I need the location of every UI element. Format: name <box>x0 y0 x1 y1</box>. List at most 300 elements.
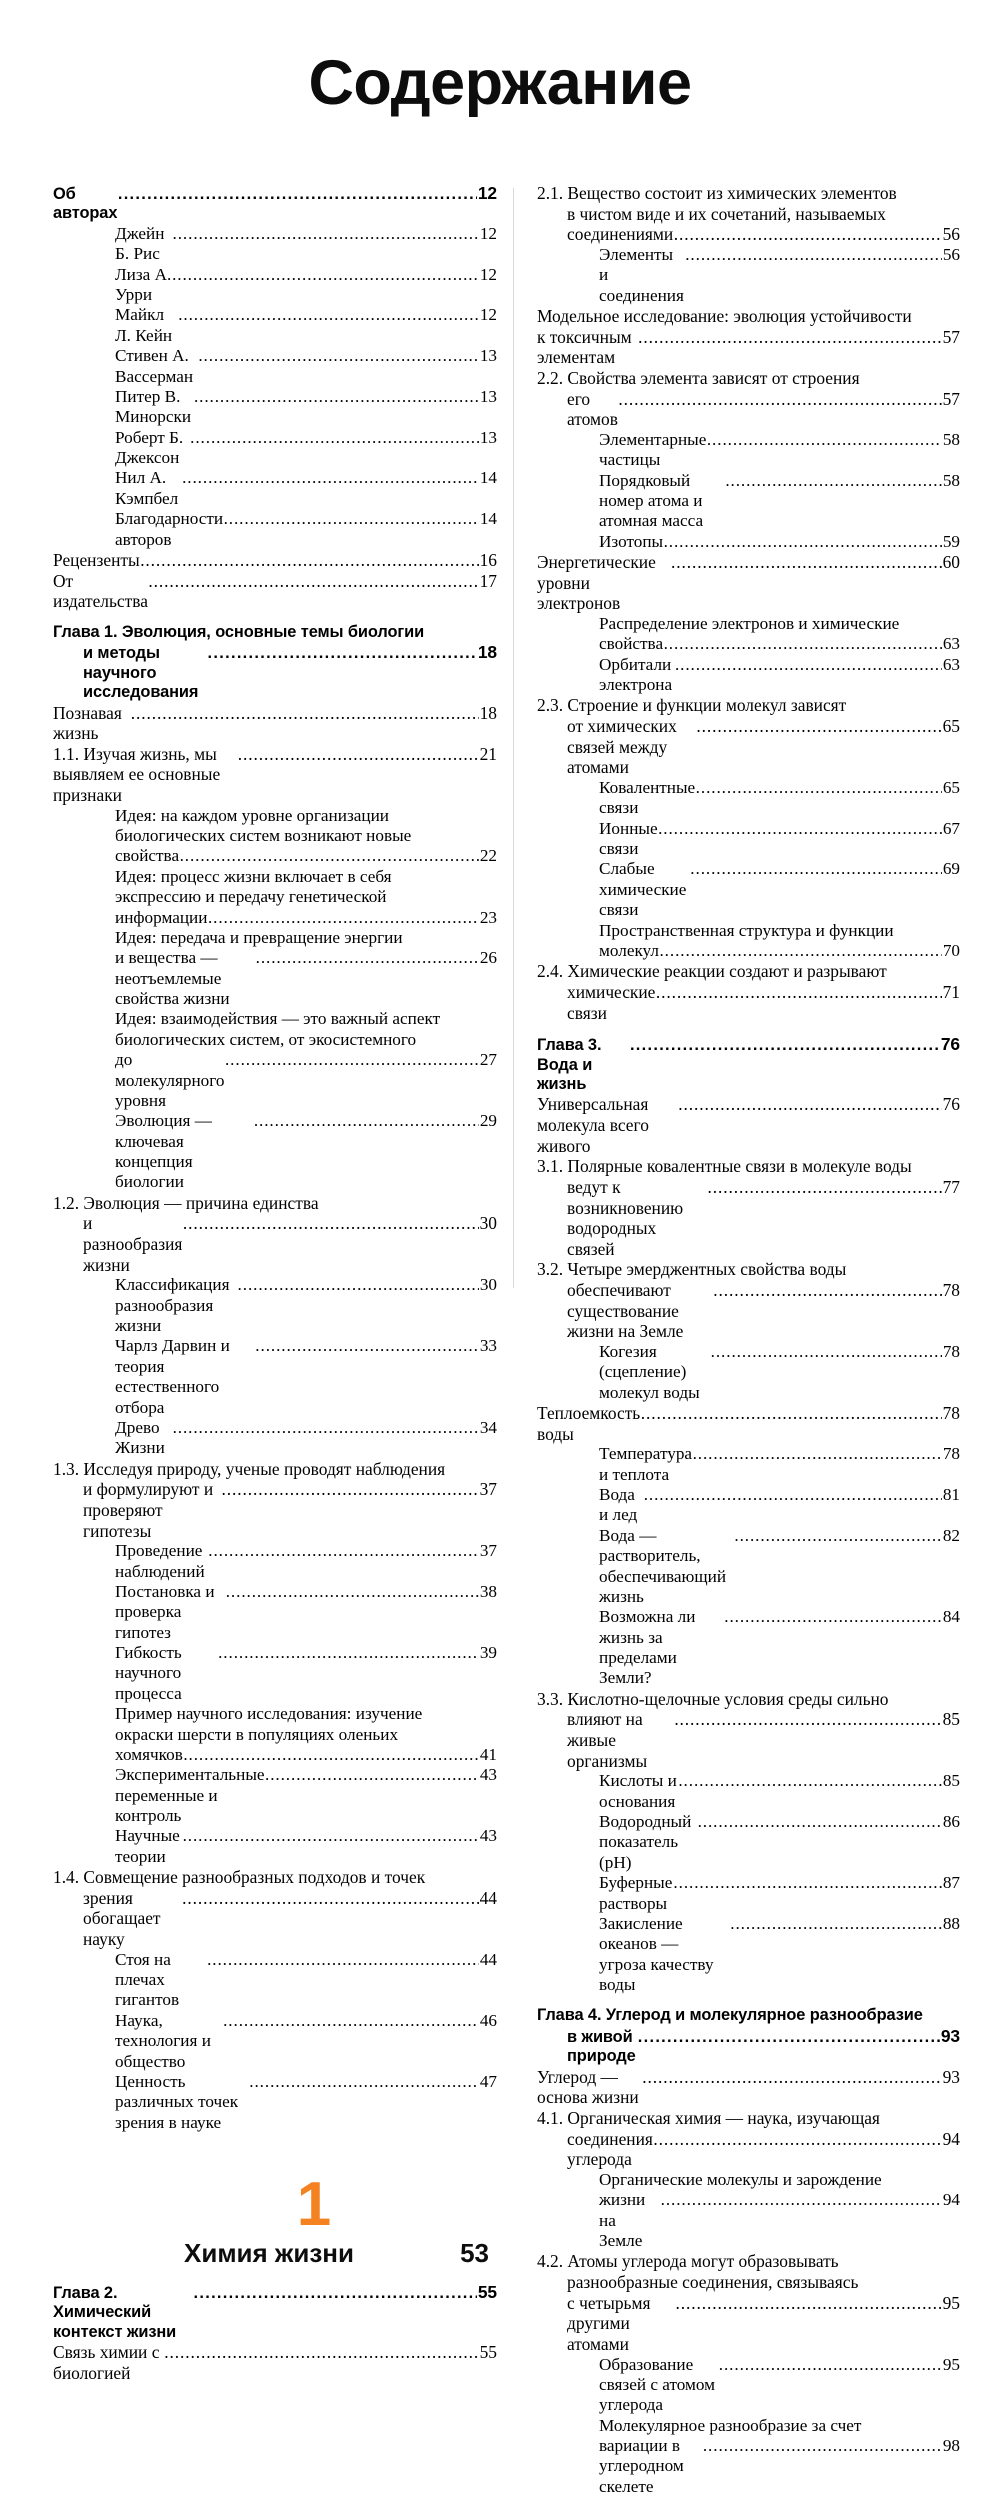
toc-entry-label: 1.2. Эволюция — причина единства <box>53 1192 319 1213</box>
toc-entry[interactable] <box>537 430 960 471</box>
toc-page-number: 95 <box>942 2292 960 2313</box>
toc-entry-label: и формулируют и проверяют гипотезы <box>83 1479 218 1541</box>
toc-leader-dots <box>183 1213 479 1234</box>
toc-entry[interactable] <box>537 1094 960 1156</box>
toc-entry[interactable] <box>53 1765 497 1826</box>
toc-entry[interactable] <box>53 224 497 265</box>
toc-entry-label: Рецензенты <box>53 549 140 570</box>
toc-entry[interactable] <box>53 2072 497 2133</box>
toc-entry-label: 2.1. Вещество состоит из химических элементов <box>537 183 897 203</box>
toc-page-number: 37 <box>479 1541 497 1561</box>
toc-entry-label: 3.1. Полярные ковалентные связи в молекуле воды <box>537 1156 912 1177</box>
toc-entry[interactable] <box>53 744 497 806</box>
toc-page-number: 47 <box>479 2071 497 2091</box>
toc-entry-label: его атомов <box>567 388 618 430</box>
toc-entry[interactable] <box>53 806 497 826</box>
toc-entry[interactable] <box>53 1643 497 1704</box>
toc-page-number: 78 <box>942 1280 960 1301</box>
toc-entry[interactable] <box>537 634 960 654</box>
toc-page-number: 81 <box>942 1485 960 1505</box>
toc-entry-label: Древо Жизни <box>115 1417 165 1458</box>
toc-leader-dots <box>172 265 479 285</box>
toc-leader-dots <box>118 185 478 204</box>
toc-entry[interactable] <box>53 305 497 346</box>
toc-entry[interactable] <box>53 1193 497 1214</box>
toc-entry-label: в живой природе <box>567 2027 638 2066</box>
toc-entry[interactable] <box>537 1034 960 1094</box>
toc-page-number: 94 <box>942 2128 960 2149</box>
toc-page-number: 55 <box>477 2281 497 2302</box>
toc-entry[interactable] <box>537 2190 960 2251</box>
toc-leader-dots <box>703 2436 942 2456</box>
toc-entry-label: свойства <box>115 846 180 866</box>
toc-page-number: 13 <box>479 427 497 447</box>
toc-entry[interactable] <box>53 928 497 948</box>
toc-entry[interactable] <box>53 948 497 1009</box>
toc-entry[interactable] <box>53 826 497 846</box>
toc-entry[interactable] <box>53 428 497 469</box>
toc-entry-label: Глава 4. Углерод и молекулярное разнообразие <box>537 2006 923 2025</box>
toc-leader-dots <box>642 2067 942 2088</box>
toc-entry-label: влияют на живые организмы <box>567 1709 648 1771</box>
toc-entry-label: 3.3. Кислотно-щелочные условия среды сильно <box>537 1688 889 1709</box>
toc-entry-label: Классификация разнообразия жизни <box>115 1275 234 1335</box>
toc-entry-label: Роберт Б. Джексон <box>115 427 188 467</box>
toc-entry-label: Стивен А. Вассерман <box>115 346 194 386</box>
toc-leader-dots <box>182 1888 479 1909</box>
toc-entry-label: 1.1. Изучая жизнь, мы выявляем ее основные признаки <box>53 743 225 805</box>
toc-entry[interactable] <box>53 387 497 428</box>
toc-leader-dots <box>223 2011 479 2031</box>
toc-entry-label: в чистом виде и их сочетаний, называемых <box>567 203 886 224</box>
toc-entry[interactable] <box>537 204 960 225</box>
toc-entry-label: Идея: процесс жизни включает в себя <box>115 866 392 886</box>
toc-leader-dots <box>693 1444 943 1464</box>
toc-entry-label: Идея: взаимодействия — это важный аспект <box>115 1009 441 1029</box>
toc-entry-label: Глава 2. Химический контекст жизни <box>53 2283 177 2341</box>
toc-entry-label: Вода и лед <box>599 1485 640 1525</box>
toc-leader-dots <box>664 532 943 552</box>
toc-entry-label: химические связи <box>567 981 660 1023</box>
toc-entry[interactable] <box>537 1280 960 1342</box>
toc-entry[interactable] <box>537 368 960 389</box>
toc-page-number: 59 <box>942 531 960 551</box>
toc-page-number: 33 <box>479 1336 497 1356</box>
toc-entry[interactable] <box>53 1030 497 1050</box>
toc-list-right <box>537 183 960 2497</box>
toc-entry[interactable] <box>53 908 497 928</box>
toc-leader-dots <box>131 703 479 724</box>
toc-entry-label: Ионные связи <box>599 818 662 858</box>
toc-leader-dots <box>238 744 479 765</box>
toc-leader-dots <box>671 552 942 573</box>
toc-entry[interactable] <box>53 2342 497 2383</box>
toc-entry-label: Модельное исследование: эволюция устойчивости <box>537 306 912 326</box>
toc-entry-label: Температура и теплота <box>599 1444 697 1484</box>
toc-entry[interactable] <box>537 921 960 941</box>
toc-entry[interactable] <box>537 1771 960 1812</box>
toc-entry[interactable] <box>53 1582 497 1643</box>
toc-page-number: 56 <box>942 224 960 245</box>
toc-entry[interactable] <box>537 1689 960 1710</box>
toc-page-number: 23 <box>479 907 497 927</box>
toc-page-number: 18 <box>477 642 497 663</box>
toc-entry[interactable] <box>537 2436 960 2497</box>
toc-entry[interactable] <box>53 1541 497 1582</box>
toc-page-number: 93 <box>940 2025 960 2046</box>
toc-leader-dots <box>661 2190 943 2210</box>
toc-page-number: 85 <box>942 1771 960 1791</box>
toc-entry-label: 2.3. Строение и функции молекул зависят <box>537 695 847 716</box>
toc-leader-dots <box>190 428 479 448</box>
toc-entry[interactable] <box>53 1888 497 1950</box>
toc-entry[interactable] <box>53 887 497 907</box>
toc-entry-label: биологических систем возникают новые <box>115 826 412 845</box>
toc-entry-label: Энергетические уровни электронов <box>537 552 661 614</box>
toc-entry[interactable] <box>53 346 497 387</box>
toc-page-number: 78 <box>942 1341 960 1361</box>
toc-column-right <box>513 183 1000 2496</box>
toc-leader-dots <box>249 2072 479 2092</box>
toc-page-number: 94 <box>942 2190 960 2210</box>
toc-entry[interactable] <box>537 2006 960 2025</box>
toc-leader-dots <box>711 1342 943 1362</box>
toc-page-number: 67 <box>942 818 960 838</box>
toc-page-number: 69 <box>942 859 960 879</box>
toc-entry-label: 4.2. Атомы углерода могут образовывать <box>537 2251 839 2272</box>
toc-entry[interactable] <box>53 509 497 550</box>
toc-leader-dots <box>140 550 479 571</box>
toc-entry-label: Органические молекулы и зарождение <box>599 2169 882 2189</box>
toc-entry-label: и методы научного исследования <box>83 644 199 702</box>
toc-page-number: 58 <box>942 470 960 490</box>
part-number: 1 <box>296 2170 332 2239</box>
toc-entry[interactable] <box>537 695 960 716</box>
toc-entry[interactable] <box>53 550 497 571</box>
toc-leader-dots <box>653 2129 942 2150</box>
toc-entry[interactable] <box>53 1050 497 1111</box>
toc-page-number: 57 <box>942 326 960 347</box>
toc-page-number: 78 <box>942 1403 960 1424</box>
toc-page-number: 37 <box>479 1479 497 1500</box>
toc-page-number: 76 <box>940 1034 960 1055</box>
toc-leader-dots <box>148 571 479 592</box>
toc-leader-dots <box>673 1873 942 1893</box>
toc-leader-dots <box>713 1280 942 1301</box>
toc-entry[interactable] <box>537 655 960 696</box>
toc-entry[interactable] <box>537 245 960 306</box>
toc-entry-label: Элементарные частицы <box>599 429 711 470</box>
toc-entry[interactable] <box>53 1459 497 1480</box>
toc-entry-label: Вода — растворитель, обеспечивающий жизнь <box>599 1525 731 1606</box>
toc-leader-dots <box>226 1582 480 1602</box>
toc-page-number: 60 <box>942 552 960 572</box>
toc-entry[interactable] <box>537 389 960 430</box>
toc-entry[interactable] <box>53 265 497 306</box>
toc-leader-dots <box>194 387 479 407</box>
toc-entry-label: биологических систем, от экосистемного <box>115 1029 417 1049</box>
toc-leader-dots <box>678 1094 942 1115</box>
toc-entry[interactable] <box>537 1177 960 1260</box>
toc-page-number: 65 <box>942 716 960 736</box>
toc-page-number: 17 <box>479 570 497 591</box>
toc-leader-dots <box>198 346 479 366</box>
toc-entry[interactable] <box>53 1867 497 1888</box>
toc-entry[interactable] <box>53 703 497 744</box>
toc-entry[interactable] <box>53 1950 497 2011</box>
toc-page-number: 34 <box>479 1417 497 1437</box>
toc-entry[interactable] <box>537 471 960 532</box>
toc-entry[interactable] <box>537 1444 960 1485</box>
toc-entry[interactable] <box>537 1607 960 1689</box>
toc-entry-label: Кислоты и основания <box>599 1771 682 1811</box>
toc-entry-label: 3.2. Четыре эмерджентных свойства воды <box>537 1259 847 1280</box>
toc-entry-label: Идея: передача и превращение энергии <box>115 927 403 947</box>
toc-page-number: 12 <box>479 305 497 325</box>
toc-leader-dots <box>638 2028 941 2047</box>
toc-entry[interactable] <box>537 778 960 819</box>
toc-entry[interactable] <box>53 183 497 224</box>
toc-entry-label: Экспериментальные переменные и контроль <box>115 1765 269 1825</box>
toc-leader-dots <box>674 224 942 245</box>
toc-entry[interactable] <box>537 716 960 778</box>
toc-entry[interactable] <box>537 2293 960 2355</box>
toc-entry[interactable] <box>537 1812 960 1873</box>
toc-entry[interactable] <box>537 2272 960 2293</box>
toc-entry[interactable] <box>537 859 960 920</box>
toc-entry-label: Элементы и соединения <box>599 244 684 305</box>
toc-entry-label: 2.4. Химические реакции создают и разрывают <box>537 961 887 982</box>
toc-entry[interactable] <box>53 1111 497 1193</box>
toc-leader-dots <box>658 819 942 839</box>
toc-entry-label: молекул <box>599 940 659 960</box>
toc-page-number: 46 <box>479 2010 497 2030</box>
toc-leader-dots <box>225 1050 479 1070</box>
toc-entry-label: Гибкость научного процесса <box>115 1643 186 1703</box>
toc-entry[interactable] <box>537 1526 960 1608</box>
toc-entry[interactable] <box>537 2129 960 2170</box>
toc-entry-label: Изотопы <box>599 531 664 551</box>
toc-entry[interactable] <box>537 2026 960 2067</box>
toc-leader-dots <box>265 1765 479 1785</box>
toc-entry[interactable] <box>53 571 497 612</box>
toc-entry-label: экспрессию и передачу генетической <box>115 887 387 907</box>
toc-entry[interactable] <box>537 1156 960 1177</box>
toc-entry[interactable] <box>53 1725 497 1745</box>
toc-page-number: 56 <box>942 244 960 264</box>
toc-entry[interactable] <box>537 1914 960 1996</box>
toc-entry[interactable] <box>53 1009 497 1029</box>
toc-entry-label: от химических связей между атомами <box>567 716 682 778</box>
toc-entry[interactable] <box>53 2282 497 2342</box>
toc-entry-label: информации <box>115 907 208 927</box>
toc-entry[interactable] <box>537 2251 960 2272</box>
toc-leader-dots <box>641 1403 942 1424</box>
toc-leader-dots <box>173 1418 480 1438</box>
toc-entry[interactable] <box>53 1479 497 1541</box>
toc-leader-dots <box>222 1479 480 1500</box>
toc-leader-dots <box>674 1709 942 1730</box>
toc-entry[interactable] <box>53 1418 497 1459</box>
toc-page-number: 57 <box>942 388 960 409</box>
toc-entry[interactable] <box>53 623 497 642</box>
toc-page-number: 55 <box>479 2342 497 2362</box>
toc-entry[interactable] <box>53 1275 497 1336</box>
toc-page-number: 39 <box>479 1643 497 1662</box>
toc-page-number: 70 <box>942 940 960 960</box>
toc-entry-label: Орбитали электрона <box>599 654 676 694</box>
toc-page-number: 30 <box>479 1275 497 1295</box>
toc-page-number: 93 <box>942 2066 960 2087</box>
toc-page-number: 22 <box>479 846 497 866</box>
toc-entry[interactable] <box>53 1704 497 1724</box>
toc-entry[interactable] <box>53 867 497 887</box>
toc-entry[interactable] <box>53 468 497 509</box>
toc-page-number: 78 <box>942 1444 960 1464</box>
toc-entry[interactable] <box>537 1873 960 1914</box>
toc-list-left-after-part <box>53 2282 497 2384</box>
toc-leader-dots <box>208 1541 479 1561</box>
toc-page-number: 84 <box>942 1607 960 1627</box>
toc-entry-label: обеспечивают существование жизни на Земле <box>567 1280 684 1342</box>
toc-leader-dots <box>724 1607 942 1627</box>
toc-entry-label: Глава 3. Вода и жизнь <box>537 1036 606 1093</box>
toc-page-number: 41 <box>479 1744 497 1764</box>
toc-entry-label: Возможна ли жизнь за пределами Земли? <box>599 1607 700 1688</box>
toc-entry[interactable] <box>53 846 497 866</box>
toc-entry-label: Благодарности авторов <box>115 509 228 549</box>
toc-entry[interactable] <box>537 982 960 1023</box>
toc-leader-dots <box>208 908 479 928</box>
toc-leader-dots <box>180 846 480 866</box>
toc-entry-label: Постановка и проверка гипотез <box>115 1581 219 1642</box>
toc-entry-label: Буферные растворы <box>599 1873 677 1913</box>
toc-leader-dots <box>696 716 942 737</box>
toc-entry[interactable] <box>537 224 960 245</box>
toc-columns <box>0 183 1000 2496</box>
toc-entry[interactable] <box>537 183 960 204</box>
toc-entry-label: 2.2. Свойства элемента зависят от строения <box>537 367 860 388</box>
toc-entry[interactable] <box>537 2416 960 2436</box>
toc-entry[interactable] <box>53 1336 497 1418</box>
toc-leader-dots <box>618 389 942 410</box>
toc-leader-dots <box>254 1111 480 1131</box>
toc-leader-dots <box>676 2293 943 2314</box>
toc-entry[interactable] <box>53 1826 497 1867</box>
toc-entry-label: Познавая жизнь <box>53 702 127 744</box>
toc-entry[interactable] <box>537 2067 960 2108</box>
toc-page-number: 18 <box>479 702 497 723</box>
toc-entry[interactable] <box>53 1213 497 1275</box>
toc-entry[interactable] <box>537 1485 960 1526</box>
toc-leader-dots <box>656 982 942 1003</box>
toc-entry-label: Лиза А. Урри <box>115 264 176 304</box>
toc-entry[interactable] <box>537 552 960 614</box>
toc-entry[interactable] <box>537 532 960 552</box>
toc-entry-label: к токсичным элементам <box>537 326 637 368</box>
toc-entry[interactable] <box>537 1259 960 1280</box>
toc-entry[interactable] <box>537 306 960 327</box>
toc-entry-label: Теплоемкость воды <box>537 1403 645 1444</box>
toc-entry-label: Питер В. Минорски <box>115 386 192 427</box>
toc-entry-label: разнообразные соединения, связываясь <box>567 2272 859 2292</box>
toc-entry-label: Молекулярное разнообразие за счет <box>599 2415 862 2435</box>
toc-entry[interactable] <box>537 1709 960 1771</box>
toc-entry-label: Связь химии с биологией <box>53 2342 164 2383</box>
part-title-row <box>53 2238 497 2269</box>
toc-entry[interactable] <box>537 1342 960 1403</box>
toc-entry-label: Наука, технология и общество <box>115 2010 216 2071</box>
toc-leader-dots <box>698 1812 943 1832</box>
toc-page-number: 16 <box>479 549 497 570</box>
toc-entry-label: зрения обогащает науку <box>83 1887 165 1949</box>
toc-leader-dots <box>675 655 942 675</box>
toc-leader-dots <box>719 2355 943 2375</box>
toc-entry[interactable] <box>537 327 960 368</box>
toc-entry[interactable] <box>537 1403 960 1444</box>
toc-entry[interactable] <box>537 819 960 860</box>
toc-entry[interactable] <box>53 2011 497 2072</box>
toc-entry-label: до молекулярного уровня <box>115 1050 229 1110</box>
toc-page-number: 58 <box>942 429 960 449</box>
toc-leader-dots <box>182 468 479 488</box>
toc-page-number: 82 <box>942 1525 960 1545</box>
toc-leader-dots <box>685 245 942 265</box>
toc-page-number: 95 <box>942 2354 960 2374</box>
toc-entry-label: Чарлз Дарвин и теория естественного отбора <box>115 1336 235 1417</box>
toc-entry[interactable] <box>537 2355 960 2416</box>
toc-entry[interactable] <box>537 941 960 961</box>
toc-entry-label: Ковалентные связи <box>599 777 700 818</box>
toc-page-number: 88 <box>942 1913 960 1933</box>
toc-leader-dots <box>707 430 942 450</box>
toc-page-number: 63 <box>942 634 960 654</box>
toc-page-number: 26 <box>479 948 497 968</box>
toc-entry-label: Распределение электронов и химические <box>599 613 900 633</box>
toc-leader-dots <box>173 224 480 244</box>
toc-leader-dots <box>644 1485 943 1505</box>
toc-leader-dots <box>164 2342 479 2363</box>
toc-leader-dots <box>725 471 942 491</box>
toc-entry[interactable] <box>537 961 960 982</box>
toc-page-number: 14 <box>479 509 497 529</box>
toc-entry[interactable] <box>537 2108 960 2129</box>
toc-entry-label: Научные теории <box>115 1826 185 1866</box>
toc-leader-dots <box>218 1643 479 1663</box>
toc-entry-label: ведут к возникновению водородных связей <box>567 1176 688 1259</box>
toc-entry[interactable] <box>537 614 960 634</box>
toc-page-number: 14 <box>479 468 497 488</box>
toc-page-number: 12 <box>479 264 497 284</box>
toc-leader-dots <box>678 1771 942 1791</box>
toc-page-number: 30 <box>479 1213 497 1234</box>
part-title: Химия жизни <box>184 2237 354 2268</box>
part-separator <box>53 2170 497 2269</box>
toc-entry-label: вариации в углеродном скелете <box>599 2436 689 2496</box>
toc-entry-label: Проведение наблюдений <box>115 1541 207 1581</box>
toc-entry-label: От издательства <box>53 570 148 612</box>
toc-entry-label: Стоя на плечах гигантов <box>115 1949 180 2010</box>
toc-page-number: 65 <box>942 777 960 797</box>
toc-entry[interactable] <box>537 2170 960 2190</box>
toc-entry[interactable] <box>53 642 497 702</box>
toc-entry-label: Углерод — основа жизни <box>537 2066 639 2108</box>
toc-page-number: 13 <box>479 386 497 406</box>
toc-entry-label: Слабые химические связи <box>599 859 691 920</box>
toc-entry-label: соединения углерода <box>567 2128 658 2170</box>
toc-page-number: 43 <box>479 1826 497 1846</box>
toc-entry[interactable] <box>53 1745 497 1765</box>
